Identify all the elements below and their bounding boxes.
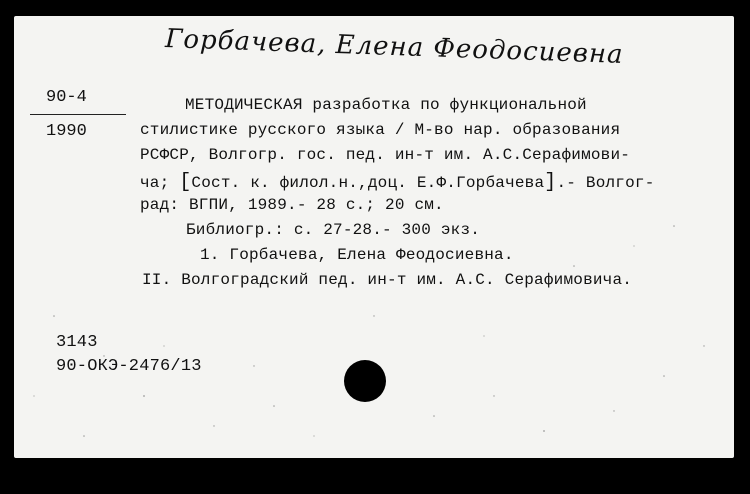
call-number-year: 1990 bbox=[46, 122, 87, 141]
body-line-4-end: .- Волгог- bbox=[556, 174, 655, 192]
open-bracket: [ bbox=[179, 171, 192, 194]
body-line-5: рад: ВГПИ, 1989.- 28 с.; 20 см. bbox=[140, 196, 444, 214]
tracing-2: II. Волгоградский пед. ин-т им. А.С. Серафимовича. bbox=[142, 271, 633, 289]
bottom-number: 90-ОКЭ-2476/13 bbox=[56, 357, 202, 376]
body-line-2: стилистике русского языка / М-во нар. образования bbox=[140, 121, 621, 139]
body-line-4 bbox=[140, 171, 655, 194]
handwritten-author: Горбачева, Елена Феодосиевна bbox=[164, 24, 625, 70]
call-number-class: 90-4 bbox=[46, 88, 87, 107]
tracing-1: 1. Горбачева, Елена Феодосиевна. bbox=[200, 246, 514, 264]
divider-rule bbox=[30, 114, 126, 115]
body-line-4-start: ча; bbox=[140, 174, 170, 192]
title-line: МЕТОДИЧЕСКАЯ разработка по функциональной bbox=[185, 96, 587, 114]
body-line-3: РСФСР, Волгогр. гос. пед. ин-т им. А.С.Серафимови- bbox=[140, 146, 631, 164]
close-bracket: ] bbox=[544, 171, 557, 194]
compiler-note: Сост. к. филол.н.,доц. Е.Ф.Горбачева bbox=[191, 174, 545, 192]
bottom-code: 3143 bbox=[56, 333, 98, 352]
bibliography-note: Библиогр.: с. 27-28.- 300 экз. bbox=[186, 221, 481, 239]
punch-hole bbox=[344, 360, 386, 402]
